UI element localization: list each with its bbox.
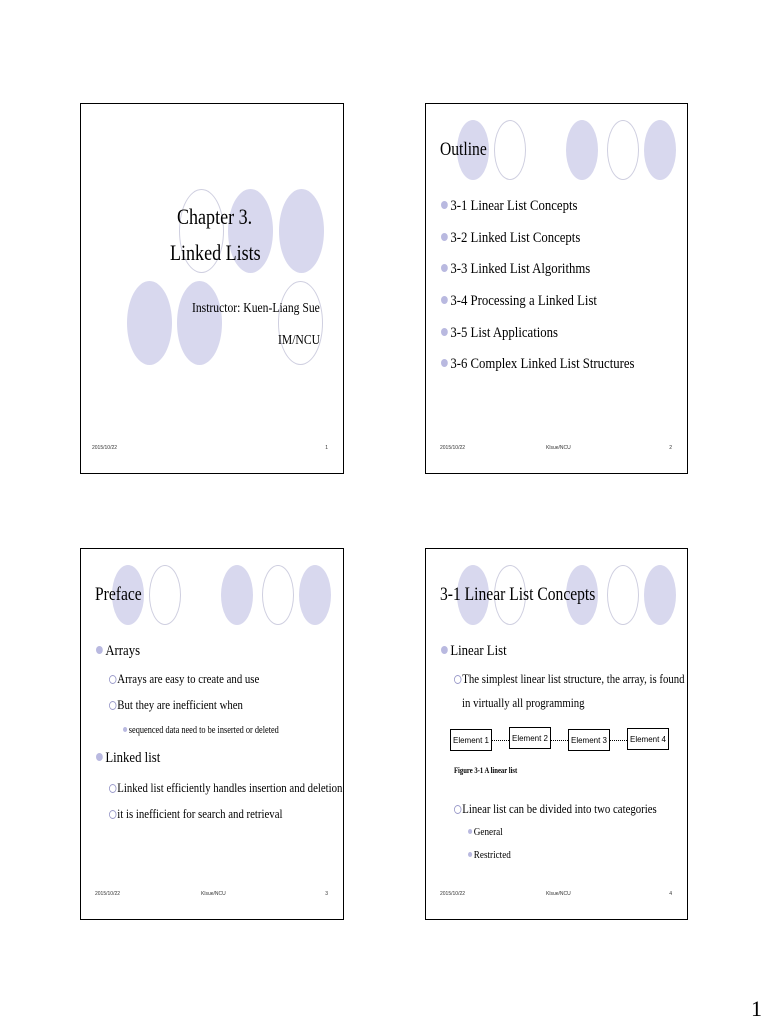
slide-date: 2015/10/22: [92, 445, 118, 451]
outline-item: 3-5 List Applications: [441, 325, 558, 342]
bullet-icon: [468, 852, 472, 857]
outline-item: 3-1 Linear List Concepts: [441, 198, 577, 215]
outline-item: 3-6 Complex Linked List Structures: [441, 356, 634, 373]
bullet-arrays: Arrays: [96, 643, 140, 660]
slide-3: [80, 548, 344, 920]
sub-bullet: Linked list efficiently handles insertion and deletion: [109, 780, 342, 796]
decor-circle: [299, 565, 331, 625]
bullet-icon: [441, 359, 448, 367]
list-element-box: Element 1: [450, 729, 492, 751]
slide-title-line1: Chapter 3.: [177, 204, 253, 229]
slide-date: 2015/10/22: [95, 891, 121, 897]
slide-title: Preface: [95, 584, 142, 605]
outline-item: 3-4 Processing a Linked List: [441, 293, 597, 310]
decor-circle: [127, 281, 172, 365]
bullet-linked-list: Linked list: [96, 750, 160, 767]
slide-title: 3-1 Linear List Concepts: [440, 584, 596, 605]
outline-item: 3-3 Linked List Algorithms: [441, 261, 590, 278]
sub-sub-bullet: sequenced data need to be inserted or deleted: [123, 725, 279, 736]
slide-4: [425, 548, 688, 920]
bullet-icon: [441, 328, 448, 336]
sub-bullet: Linear list can be divided into two categories: [454, 801, 657, 817]
bullet-icon: [123, 727, 127, 732]
decor-circle: [644, 565, 676, 625]
slide-1: [80, 103, 344, 474]
slide-number: 1: [325, 445, 328, 451]
bullet-icon: [96, 753, 103, 761]
decor-circle: [644, 120, 676, 180]
slide-title-line2: Linked Lists: [170, 240, 261, 265]
slide-title: Outline: [440, 139, 487, 160]
bullet-icon: [441, 646, 448, 654]
affiliation-text: IM/NCU: [278, 333, 320, 348]
decor-circle: [607, 565, 639, 625]
ring-bullet-icon: [454, 805, 461, 814]
decor-circle: [262, 565, 294, 625]
slide-number: 4: [669, 891, 672, 897]
ring-bullet-icon: [454, 675, 461, 684]
sub-bullet: Arrays are easy to create and use: [109, 671, 259, 687]
slide-number: 3: [325, 891, 328, 897]
bullet-linear-list: Linear List: [441, 643, 507, 660]
ring-bullet-icon: [109, 675, 116, 684]
decor-circle: [177, 281, 222, 365]
page-number: 1: [751, 996, 762, 1021]
sub-bullet: But they are inefficient when: [109, 697, 243, 713]
sub-sub-bullet: General: [468, 826, 503, 838]
decor-circle: [278, 281, 323, 365]
slide-date: 2015/10/22: [440, 445, 466, 451]
sub-bullet: it is inefficient for search and retrieval: [109, 806, 282, 822]
bullet-icon: [441, 233, 448, 241]
list-element-box: Element 4: [627, 728, 669, 750]
link-dots: [492, 740, 509, 741]
decor-circle: [566, 120, 598, 180]
decor-circle: [221, 565, 253, 625]
bullet-icon: [441, 296, 448, 304]
instructor-text: Instructor: Kuen-Liang Sue: [192, 301, 320, 316]
bullet-icon: [468, 829, 472, 834]
slide-date: 2015/10/22: [440, 891, 466, 897]
slide-footer-author: Klsue/NCU: [201, 891, 226, 897]
list-element-box: Element 3: [568, 729, 610, 751]
link-dots: [551, 740, 568, 741]
sub-sub-bullet: Restricted: [468, 849, 511, 861]
decor-circle: [494, 120, 526, 180]
decor-circle: [607, 120, 639, 180]
list-element-box: Element 2: [509, 727, 551, 749]
decor-circle: [149, 565, 181, 625]
slide-footer-author: Klsue/NCU: [546, 445, 571, 451]
outline-item: 3-2 Linked List Concepts: [441, 230, 580, 247]
ring-bullet-icon: [109, 810, 116, 819]
ring-bullet-icon: [109, 784, 116, 793]
ring-bullet-icon: [109, 701, 116, 710]
sub-bullet-continuation: in virtually all programming: [462, 695, 585, 710]
slide-footer-author: Klsue/NCU: [546, 891, 571, 897]
slide-2: [425, 103, 688, 474]
bullet-icon: [441, 264, 448, 272]
link-dots: [610, 740, 627, 741]
figure-caption: Figure 3-1 A linear list: [454, 766, 518, 775]
slide-number: 2: [669, 445, 672, 451]
sub-bullet: The simplest linear list structure, the array, is found: [454, 671, 685, 687]
bullet-icon: [441, 201, 448, 209]
bullet-icon: [96, 646, 103, 654]
decor-circle: [279, 189, 324, 273]
